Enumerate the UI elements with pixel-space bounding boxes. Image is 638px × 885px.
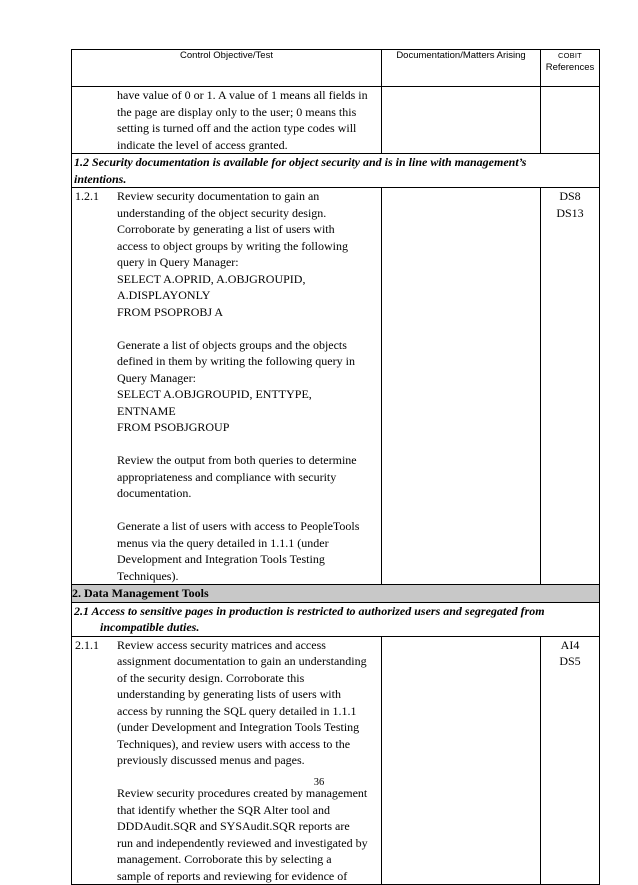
test-2-1-1-description: 2.1.1 Review access security matrices and access assignment documentation to gain an understanding of the security design. Corroborate this understanding by generating lists of users with access by running the SQL query detailed in 1.1.1 (under Development and Integration Tools Testing Techniques), and review users with access to the previously discussed menus and pages. Review security procedures created by management that identify whether the SQR Alter tool and DDDAudit.SQR and SYSAudit.SQR reports are run and independently reviewed and investigated by management. Corroborate this by selecting a sample of reports and reviewing for evidence of [72,636,382,885]
header-objective: Control Objective/Test [72,50,382,87]
header-cobit: COBIT [558,51,582,60]
test-row-1-2-1 [72,188,600,585]
section-row-2 [72,585,600,603]
test-1-2-1-description: 1.2.1 Review security documentation to gain an understanding of the object security design. Corroborate by generating a list of users with access to object groups by writing the following query in Query Manager: SELECT A.OPRID, A.OBJGROUPID, A.DISPLAYONLY FROM PSOPROBJ A Generate a list of objects groups and the objects defined in them by writing the following query in Query Manager: SELECT A.OBJGROUPID, ENTTYPE, ENTNAME FROM PSOBJGROUP Review the output from both queries to determine appropriateness and compliance with security documentation. Generate a list of users with access to PeopleTools menus via the query detailed in 1.1.1 (under Development and Integration Tools Testing Techniques). [72,188,382,585]
test-number: 2.1.1 [75,637,99,652]
test-row-2-1-1 [72,636,600,885]
objective-row-2-1 [72,602,600,636]
objective-2-1: 2.1 Access to sensitive pages in production is restricted to authorized users and segregated from incompatible duties. [72,602,600,636]
page-number: 36 [313,777,325,788]
header-documentation: Documentation/Matters Arising [382,50,541,87]
objective-row-1-2 [72,154,600,188]
test-2-1-1-references: AI4 DS5 [541,636,600,885]
test-1-2-1-documentation [382,188,541,585]
continuation-documentation [382,87,541,154]
audit-program-table [71,49,600,885]
objective-1-2: 1.2 Security documentation is available for object security and is in line with management’s intentions. [72,154,600,188]
test-2-1-1-documentation [382,636,541,885]
test-number: 1.2.1 [75,189,99,203]
continuation-row [72,87,600,154]
table-header-row [72,50,600,87]
continuation-references [541,87,600,154]
continuation-text: have value of 0 or 1. A value of 1 means all fields in the page are display only to the user; 0 means this setting is turned off and the action type codes will indicate the level of access granted. [72,87,382,154]
test-1-2-1-references: DS8 DS13 [541,188,600,585]
header-cobit-references [541,50,600,87]
section-2-title: 2. Data Management Tools [72,585,600,603]
header-references: References [545,62,595,73]
